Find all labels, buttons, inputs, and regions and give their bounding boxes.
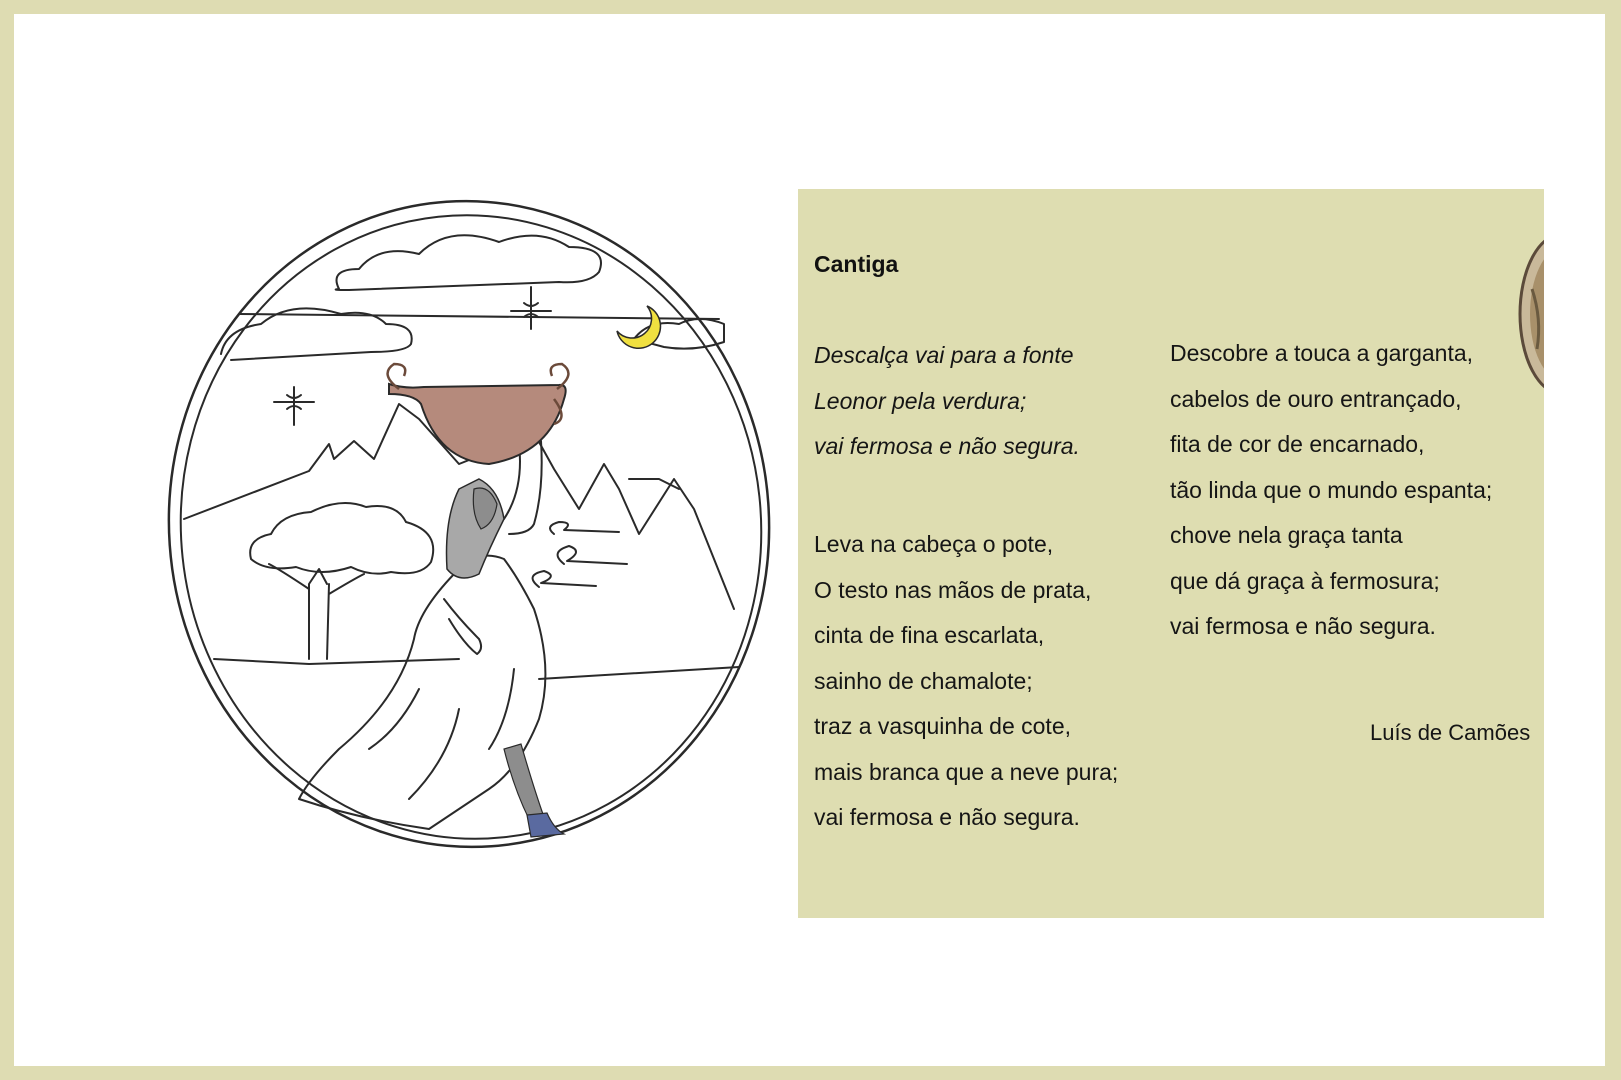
sky-line	[239, 314, 719, 319]
tree-trunk	[269, 564, 364, 659]
poem-line: fita de cor de encarnado,	[1170, 431, 1425, 457]
dress	[299, 556, 545, 829]
stanza-3	[1170, 331, 1492, 650]
poem-line: vai fermosa e não segura.	[814, 433, 1080, 459]
star-icon	[274, 387, 314, 425]
pot-icon	[389, 384, 566, 464]
poem-line: Descobre a touca a garganta,	[1170, 340, 1474, 366]
wind-swirl	[533, 571, 596, 587]
poem-line: Leva na cabeça o pote,	[814, 531, 1054, 557]
arm-down	[444, 599, 481, 654]
poem-line: tão linda que o mundo espanta;	[1170, 476, 1493, 503]
poem-line: cinta de fina escarlata,	[814, 622, 1045, 648]
poem-panel	[798, 189, 1544, 918]
wind-swirl	[550, 522, 619, 534]
woman-leg	[504, 744, 544, 819]
poem-line: sainho de chamalote;	[814, 667, 1033, 694]
poem-line: O testo nas mãos de prata,	[814, 576, 1092, 603]
poem-title: Cantiga	[814, 251, 899, 277]
star-icon	[511, 287, 551, 329]
cloud-top	[336, 235, 601, 290]
poem-line: chove nela graça tanta	[1170, 522, 1403, 548]
poem-line: Leonor pela verdura;	[814, 387, 1027, 414]
poem-line: vai fermosa e não segura.	[814, 804, 1080, 830]
moon-icon	[617, 306, 660, 348]
wind-swirl	[558, 546, 627, 564]
poem-line: Descalça vai para a fonte	[814, 342, 1074, 368]
stanza-1	[814, 333, 1080, 470]
poem-line: que dá graça à fermosura;	[1170, 567, 1440, 594]
ground	[214, 659, 739, 679]
poem-line: cabelos de ouro entrançado,	[1170, 385, 1462, 412]
illustration-woman-with-pot	[159, 189, 789, 869]
stanza-2	[814, 522, 1118, 841]
page-sheet	[14, 14, 1605, 1066]
poem-line: traz a vasquinha de cote,	[814, 713, 1071, 739]
tree-canopy	[250, 503, 433, 574]
poem-author: Luís de Camões	[1370, 720, 1531, 745]
poem-line: mais branca que a neve pura;	[814, 758, 1119, 785]
poem-line: vai fermosa e não segura.	[1170, 613, 1436, 639]
pot-glimpse-image	[1512, 229, 1544, 399]
dress-folds	[369, 669, 514, 799]
